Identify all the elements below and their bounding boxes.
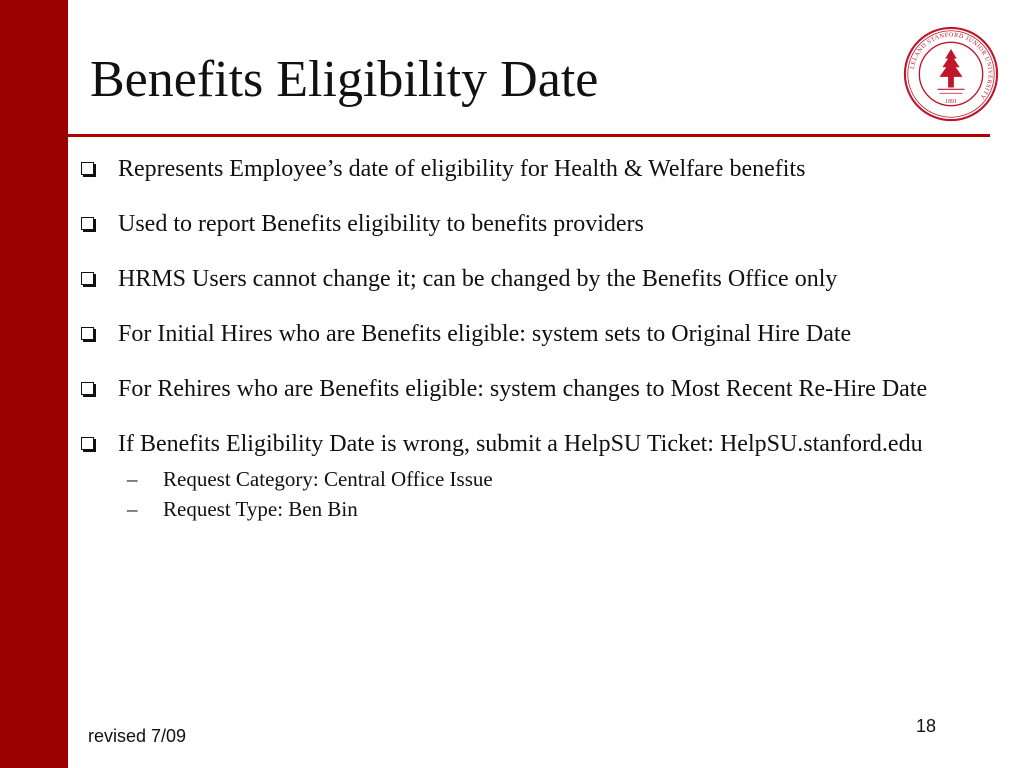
bullet-item — [80, 266, 980, 293]
slide-title: Benefits Eligibility Date — [90, 51, 599, 108]
bullet-item — [80, 431, 980, 524]
bullet-item — [80, 156, 980, 183]
sub-bullet-item — [118, 494, 980, 524]
sub-bullet-text: Request Type: Ben Bin — [163, 497, 358, 521]
checkbox-bullet-icon — [81, 382, 94, 395]
checkbox-bullet-icon — [81, 327, 94, 340]
bullet-item — [80, 321, 980, 348]
bullet-list — [80, 156, 980, 524]
checkbox-bullet-icon — [81, 217, 94, 230]
bullet-text: If Benefits Eligibility Date is wrong, submit a HelpSU Ticket: HelpSU.stanford.edu — [118, 431, 923, 457]
dash-bullet: – — [127, 497, 138, 521]
bullet-text: HRMS Users cannot change it; can be changed by the Benefits Office only — [118, 266, 838, 292]
seal-year: 1891 — [945, 98, 957, 105]
bullet-text: For Initial Hires who are Benefits eligible: system sets to Original Hire Date — [118, 321, 852, 347]
stanford-seal-icon — [903, 26, 999, 122]
title-divider — [68, 134, 990, 137]
checkbox-bullet-icon — [81, 272, 94, 285]
bullet-item — [80, 376, 980, 403]
seal-ring-text: LELAND STANFORD JUNIOR UNIVERSITY — [909, 32, 993, 101]
sub-bullet-item — [118, 464, 980, 494]
checkbox-bullet-icon — [81, 437, 94, 450]
checkbox-bullet-icon — [81, 162, 94, 175]
left-sidebar-bar — [0, 0, 68, 768]
bullet-text: Represents Employee’s date of eligibility for Health & Welfare benefits — [118, 156, 806, 182]
bullet-text: Used to report Benefits eligibility to benefits providers — [118, 211, 644, 237]
bullet-item — [80, 211, 980, 238]
sub-bullet-list — [118, 464, 980, 524]
sub-bullet-text: Request Category: Central Office Issue — [163, 467, 493, 491]
bullet-text: For Rehires who are Benefits eligible: system changes to Most Recent Re-Hire Date — [118, 376, 928, 402]
dash-bullet: – — [127, 467, 138, 491]
page-number: 18 — [916, 716, 937, 736]
revision-note: revised 7/09 — [88, 726, 187, 746]
